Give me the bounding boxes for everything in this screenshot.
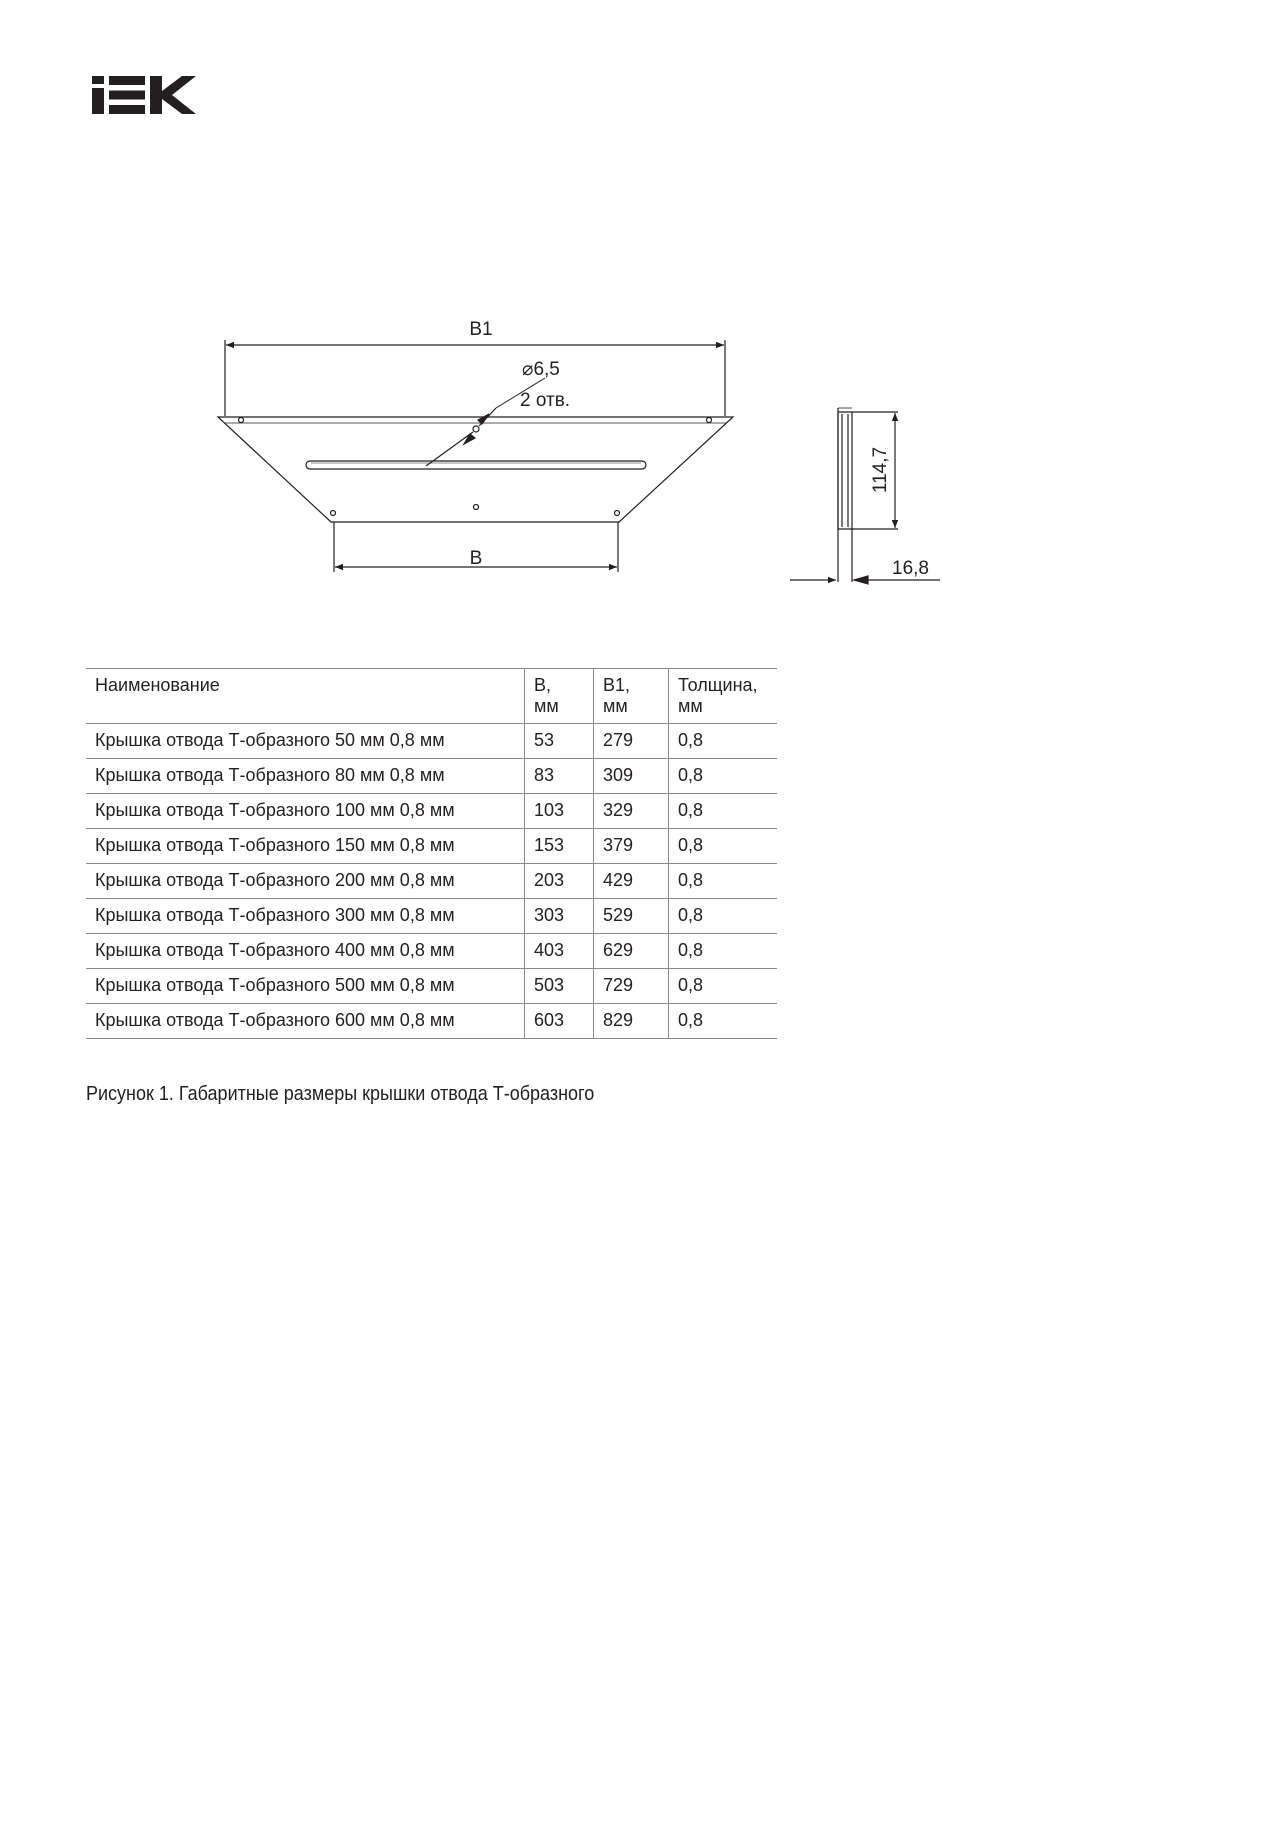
table-row bbox=[86, 969, 777, 1004]
cell-b1: 429 bbox=[594, 864, 669, 899]
cell-b1: 829 bbox=[594, 1004, 669, 1039]
table-row bbox=[86, 759, 777, 794]
cell-b1: 329 bbox=[594, 794, 669, 829]
cell-thickness: 0,8 bbox=[669, 1004, 778, 1039]
table-row bbox=[86, 794, 777, 829]
label-b: B bbox=[469, 548, 483, 569]
cell-name: Крышка отвода Т-образного 600 мм 0,8 мм bbox=[86, 1004, 525, 1039]
cell-thickness: 0,8 bbox=[669, 759, 778, 794]
cell-b: 103 bbox=[525, 794, 594, 829]
table-row bbox=[86, 934, 777, 969]
cell-name: Крышка отвода Т-образного 80 мм 0,8 мм bbox=[86, 759, 525, 794]
header-b1: B1, мм bbox=[594, 669, 669, 724]
cover-dimension-drawing bbox=[0, 300, 1280, 600]
cell-b: 83 bbox=[525, 759, 594, 794]
cell-b: 153 bbox=[525, 829, 594, 864]
cell-b1: 279 bbox=[594, 724, 669, 759]
cell-b1: 309 bbox=[594, 759, 669, 794]
cell-thickness: 0,8 bbox=[669, 934, 778, 969]
cell-b: 53 bbox=[525, 724, 594, 759]
iek-logo bbox=[92, 76, 196, 114]
cell-thickness: 0,8 bbox=[669, 829, 778, 864]
cell-name: Крышка отвода Т-образного 200 мм 0,8 мм bbox=[86, 864, 525, 899]
cover-slot bbox=[306, 461, 646, 469]
cell-b1: 729 bbox=[594, 969, 669, 1004]
label-hole-diameter: ⌀6,5 bbox=[522, 359, 560, 380]
table-row bbox=[86, 724, 777, 759]
header-name: Наименование bbox=[86, 669, 525, 724]
header-thickness: Толщина, мм bbox=[669, 669, 778, 724]
cell-b: 603 bbox=[525, 1004, 594, 1039]
label-height: 114,7 bbox=[870, 446, 891, 494]
cell-thickness: 0,8 bbox=[669, 724, 778, 759]
cell-name: Крышка отвода Т-образного 100 мм 0,8 мм bbox=[86, 794, 525, 829]
cell-b1: 629 bbox=[594, 934, 669, 969]
mounting-hole bbox=[473, 426, 479, 432]
cell-thickness: 0,8 bbox=[669, 794, 778, 829]
label-depth: 16,8 bbox=[892, 558, 929, 579]
cell-b: 403 bbox=[525, 934, 594, 969]
table-row bbox=[86, 899, 777, 934]
cell-b1: 379 bbox=[594, 829, 669, 864]
table-header-row bbox=[86, 669, 777, 724]
cell-name: Крышка отвода Т-образного 400 мм 0,8 мм bbox=[86, 934, 525, 969]
cell-b: 503 bbox=[525, 969, 594, 1004]
label-b1: B1 bbox=[469, 319, 493, 340]
table-row bbox=[86, 1004, 777, 1039]
cell-b: 203 bbox=[525, 864, 594, 899]
cell-name: Крышка отвода Т-образного 50 мм 0,8 мм bbox=[86, 724, 525, 759]
cell-name: Крышка отвода Т-образного 150 мм 0,8 мм bbox=[86, 829, 525, 864]
side-view-profile bbox=[838, 412, 852, 529]
header-b: B, мм bbox=[525, 669, 594, 724]
table-row bbox=[86, 829, 777, 864]
cell-name: Крышка отвода Т-образного 300 мм 0,8 мм bbox=[86, 899, 525, 934]
label-hole-count: 2 отв. bbox=[520, 390, 571, 411]
cell-b: 303 bbox=[525, 899, 594, 934]
figure-caption: Рисунок 1. Габаритные размеры крышки отвода Т-образного bbox=[86, 1083, 595, 1105]
cell-thickness: 0,8 bbox=[669, 899, 778, 934]
cell-name: Крышка отвода Т-образного 500 мм 0,8 мм bbox=[86, 969, 525, 1004]
cell-thickness: 0,8 bbox=[669, 864, 778, 899]
dimensions-table bbox=[86, 668, 777, 1039]
table-row bbox=[86, 864, 777, 899]
cell-b1: 529 bbox=[594, 899, 669, 934]
cell-thickness: 0,8 bbox=[669, 969, 778, 1004]
